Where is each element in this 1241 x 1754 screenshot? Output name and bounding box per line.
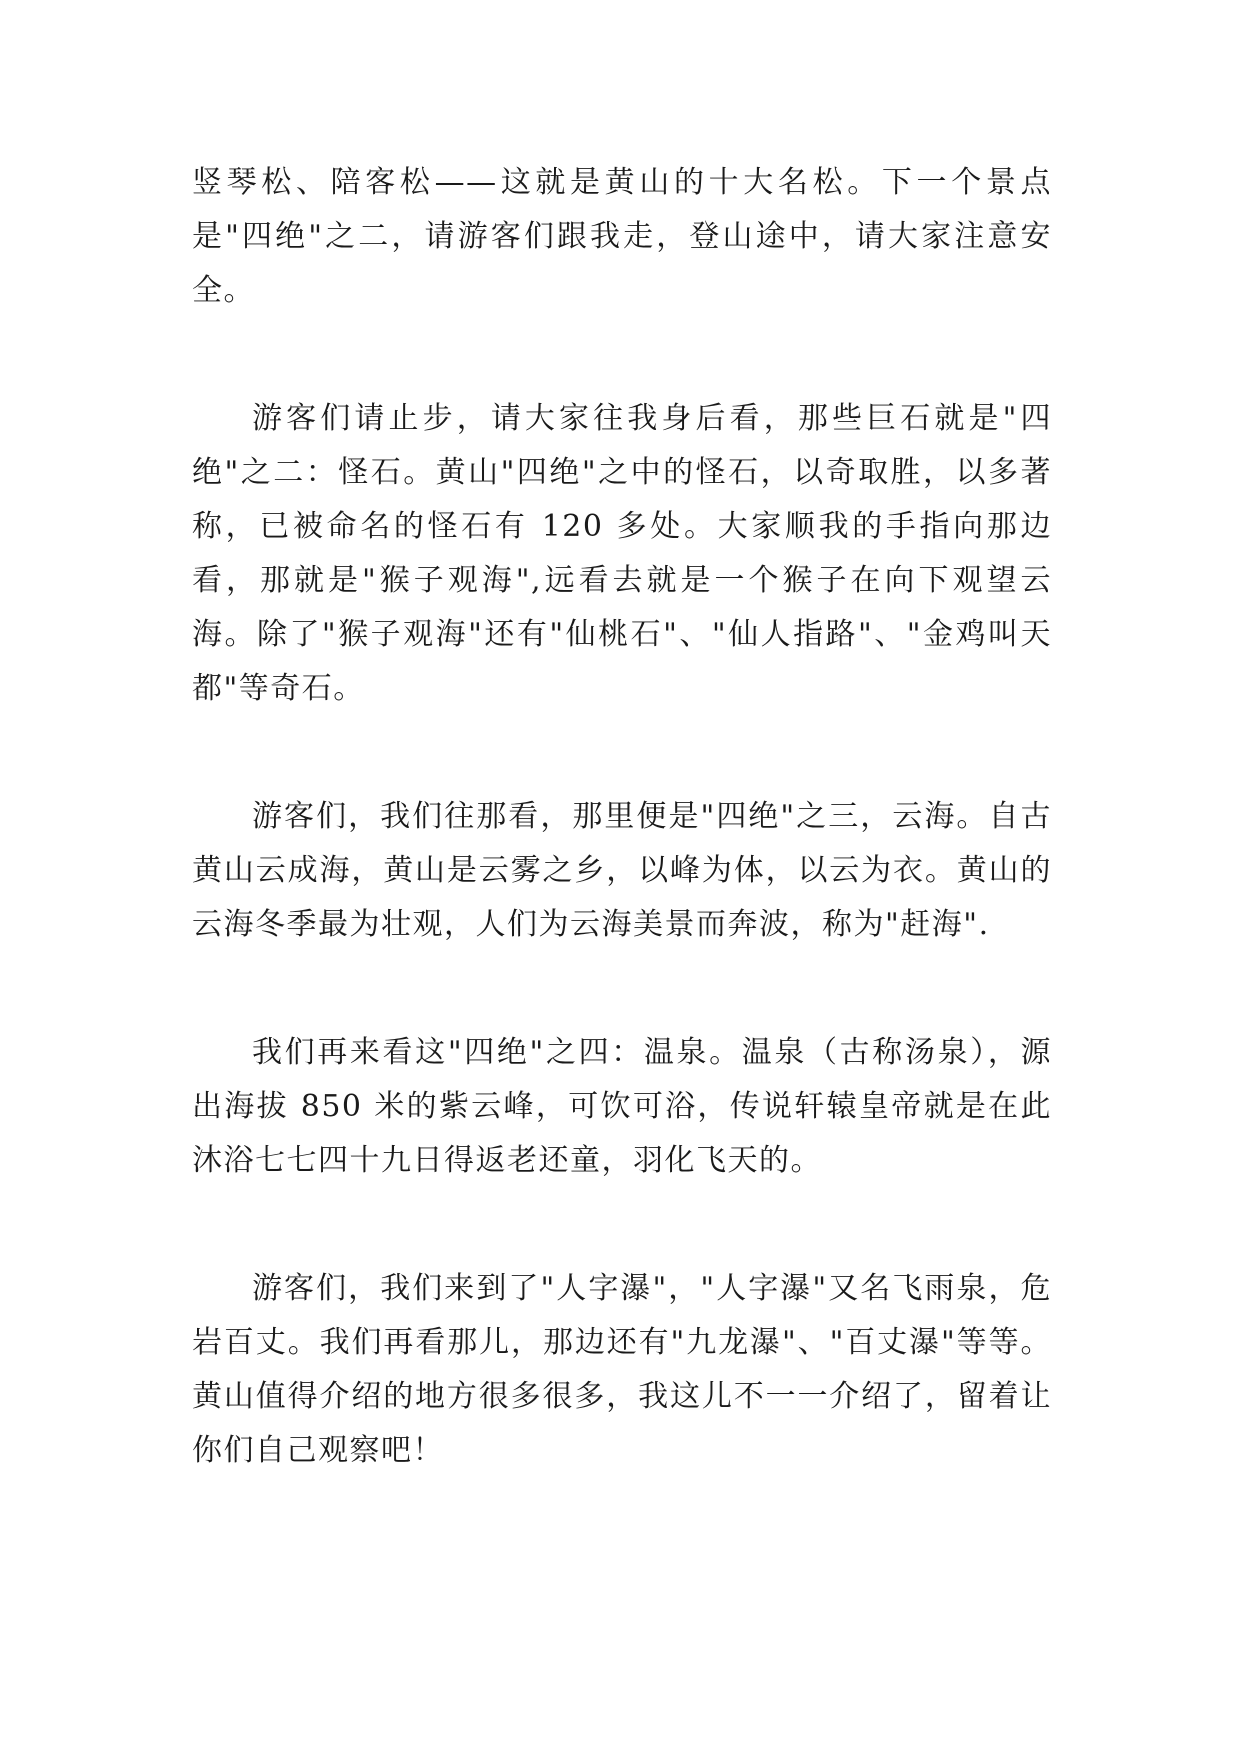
- paragraph-spacer: [192, 318, 1052, 392]
- paragraph-spacer: [192, 952, 1052, 1026]
- paragraph-spacer: [192, 716, 1052, 790]
- paragraph-3: 游客们，我们往那看，那里便是"四绝"之三，云海。自古黄山云成海，黄山是云雾之乡，以峰为体，以云为衣。黄山的云海冬季最为壮观，人们为云海美景而奔波，称为"赶海".: [192, 799, 1052, 942]
- paragraph-5: 游客们，我们来到了"人字瀑"，"人字瀑"又名飞雨泉，危岩百丈。我们再看那儿，那边还有"九龙瀑"、"百丈瀑"等等。黄山值得介绍的地方很多很多，我这儿不一一介绍了，留着让你们自己观察吧！: [192, 1271, 1052, 1468]
- document-body: [192, 156, 1052, 1478]
- paragraph-2: 游客们请止步，请大家往我身后看，那些巨石就是"四绝"之二：怪石。黄山"四绝"之中的怪石，以奇取胜，以多著称，已被命名的怪石有 120 多处。大家顺我的手指向那边看，那就是"猴子观海",远看去就是一个猴子在向下观望云海。除了"猴子观海"还有"仙桃石"、"仙人指路"、"金鸡叫天都"等奇石。: [192, 401, 1052, 706]
- paragraph-spacer: [192, 1188, 1052, 1262]
- paragraph-1: 竖琴松、陪客松——这就是黄山的十大名松。下一个景点是"四绝"之二，请游客们跟我走，登山途中，请大家注意安全。: [192, 165, 1052, 308]
- paragraph-4: 我们再来看这"四绝"之四：温泉。温泉（古称汤泉），源出海拔 850 米的紫云峰，可饮可浴，传说轩辕皇帝就是在此沐浴七七四十九日得返老还童，羽化飞天的。: [192, 1035, 1052, 1178]
